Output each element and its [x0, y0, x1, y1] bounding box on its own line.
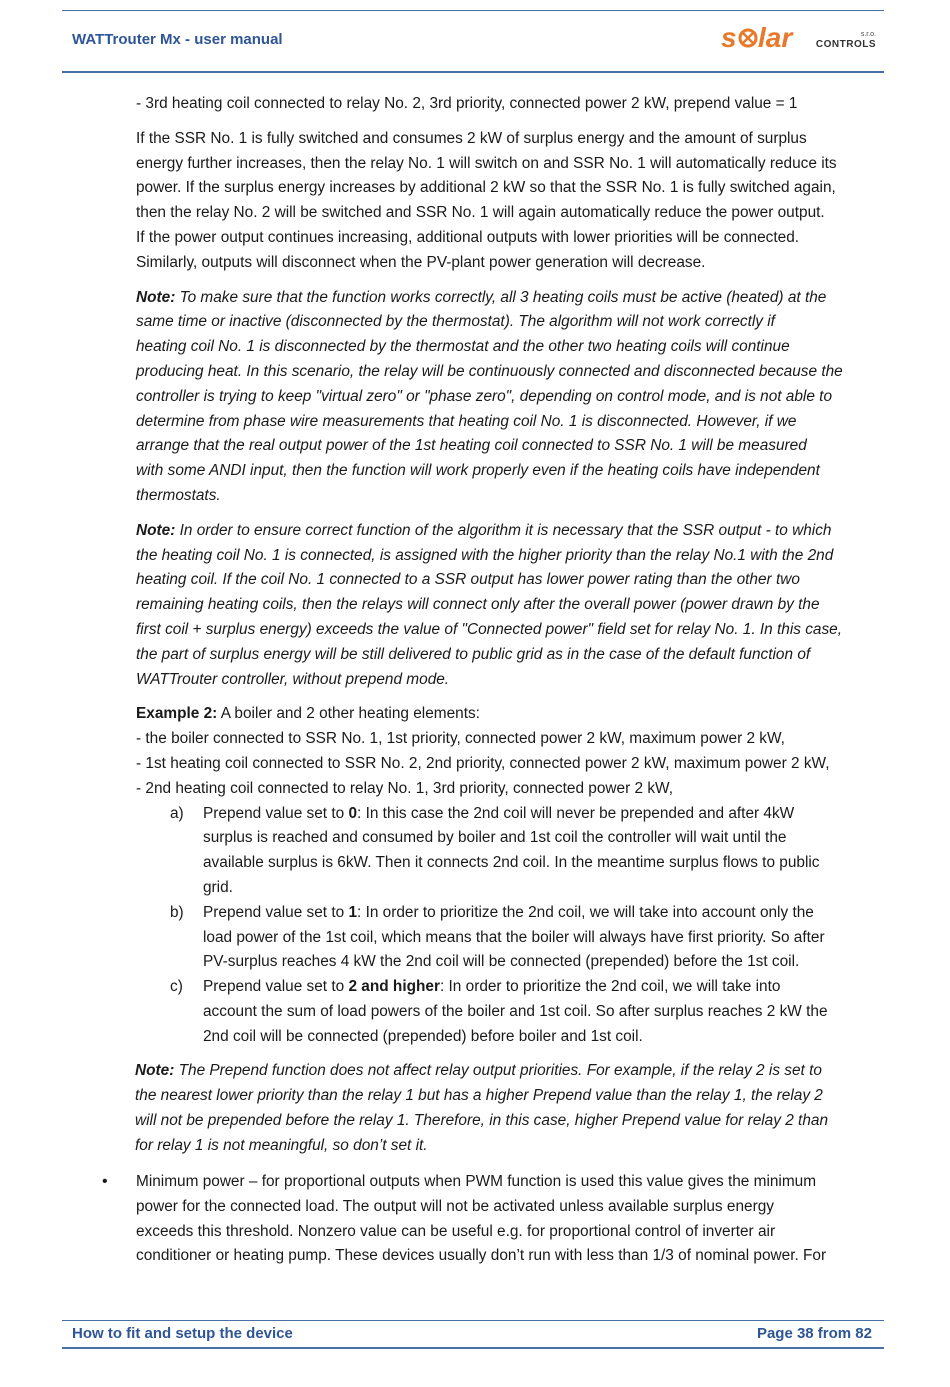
bullet-line: power for the connected load. The output will not be activated unless available surplus energy [136, 1197, 774, 1215]
note-text-line: To make sure that the function works correctly, all 3 heating coils must be active (heated) at the [175, 288, 827, 306]
note-text-line: remaining heating coils, then the relays will connect only after the overall power (power drawn by the [136, 596, 820, 614]
note-text-line: controller is trying to keep "virtual zero" or "phase zero", depending on control mode, and is not able to [136, 387, 833, 405]
bullet-line: exceeds this threshold. Nonzero value can be useful e.g. for proportional control of inverter air [136, 1222, 776, 1240]
document-title: WATTrouter Mx - user manual [72, 31, 283, 48]
prepend-value: 2 and higher [348, 978, 440, 996]
note-text-line: the nearest lower priority than the relay 1 but has a higher Prepend value than the relay 1, the relay 2 [135, 1087, 823, 1105]
note-2 [136, 519, 876, 693]
note-text-line: will not be prepended before the relay 1. Therefore, in this case, higher Prepend value for relay 2 than [135, 1112, 828, 1130]
note-text-line: the part of surplus energy will be still delivered to public grid as in the case of the default function of [136, 645, 811, 663]
note-text-line: The Prepend function does not affect relay output priorities. For example, if the relay 2 is set to [174, 1062, 822, 1080]
prepend-options-list [136, 802, 876, 1050]
item-text-line: : In order to prioritize the 2nd coil, we will take into [439, 978, 781, 996]
item-text-line: : In order to prioritize the 2nd coil, we will take into account only the [357, 903, 814, 921]
minimum-power-bullet [102, 1170, 876, 1269]
page-footer [62, 1320, 884, 1349]
example-line: - 1st heating coil connected to SSR No. 2, 2nd priority, connected power 2 kW, maximum power 2 kW, [136, 754, 830, 772]
page-body [136, 92, 876, 1169]
note-text-line: thermostats. [136, 486, 221, 504]
note-text-line: with some ANDI input, then the function will work properly even if the heating coils have independent [136, 462, 820, 480]
example-2 [136, 702, 876, 1049]
item-prefix: Prepend value set to [203, 804, 349, 822]
note-text-line: heating coil. If the coil No. 1 connected to a SSR output has lower power rating than the other two [136, 571, 800, 589]
paragraph-line: If the power output continues increasing, additional outputs with lower priorities will be connected. [136, 228, 800, 246]
spec-line: - 3rd heating coil connected to relay No. 2, 3rd priority, connected power 2 kW, prepend value = 1 [136, 95, 798, 112]
solar-controls-logo [721, 25, 876, 51]
item-text-line: PV-surplus reaches 4 kW the 2nd coil will be connected (prepended) before the 1st coil. [203, 953, 800, 971]
solar-logo-icon [721, 25, 813, 51]
item-text-line: available surplus is 6kW. Then it connects 2nd coil. In the meantime surplus flows to public [203, 854, 820, 872]
logo-controls: CONTROLS [815, 39, 876, 50]
note-3 [135, 1059, 876, 1158]
note-text-line: heating coil No. 1 is disconnected by the thermostat and the other two heating coils will continue [136, 338, 790, 356]
note-text-line: producing heat. In this scenario, the relay will be continuously connected and disconnected because the [136, 362, 843, 380]
prepend-value: 1 [348, 903, 358, 921]
page-number: Page 38 from 82 [756, 1325, 872, 1342]
paragraph-line: If the SSR No. 1 is fully switched and consumes 2 kW of surplus energy and the amount of surplus [136, 129, 807, 147]
example-label: Example 2: [136, 705, 218, 723]
logo-sro: s.r.o. [860, 31, 876, 38]
note-text-line: arrange that the real output power of the 1st heating coil connected to SSR No. 1 will be measured [136, 437, 807, 455]
page-header [62, 10, 884, 73]
list-item [136, 901, 876, 975]
svg-text:lar: lar [757, 25, 793, 51]
item-text-line: grid. [203, 878, 233, 896]
note-text-line: WATTrouter controller, without prepend mode. [136, 670, 450, 688]
paragraph-surplus [136, 127, 876, 276]
list-item [136, 802, 876, 901]
paragraph-line: Similarly, outputs will disconnect when the PV-plant power generation will decrease. [136, 253, 706, 271]
example-line: - the boiler connected to SSR No. 1, 1st priority, connected power 2 kW, maximum power 2 kW, [136, 730, 785, 748]
paragraph-line: power. If the surplus energy increases by additional 2 kW so that the SSR No. 1 is fully switched again, [136, 179, 836, 197]
note-label: Note: [136, 288, 176, 306]
list-marker: c) [170, 978, 183, 996]
bullet-icon: • [102, 1173, 108, 1190]
note-text-line: same time or inactive (disconnected by the thermostat). The algorithm will not work correctly if [136, 313, 775, 331]
list-item [136, 975, 876, 1049]
item-text-line: 2nd coil will be connected (prepended) before boiler and 1st coil. [203, 1027, 643, 1045]
example-intro: A boiler and 2 other heating elements: [217, 705, 480, 723]
item-text-line: : In this case the 2nd coil will never be prepended and after 4kW [357, 804, 795, 822]
list-marker: b) [170, 903, 184, 921]
paragraph-line: then the relay No. 2 will be switched and SSR No. 1 will again automatically reduce the power output. [136, 204, 825, 222]
note-label: Note: [136, 521, 176, 539]
item-text-line: load power of the 1st coil, which means that the boiler will always have first priority. So after [203, 928, 825, 946]
note-text-line: first coil + surplus energy) exceeds the value of "Connected power" field set for relay No. 1. In this case, [136, 620, 842, 638]
note-text-line: In order to ensure correct function of the algorithm it is necessary that the SSR output - to which [175, 521, 832, 539]
list-marker: a) [170, 804, 184, 822]
note-label: Note: [135, 1062, 175, 1080]
note-text-line: for relay 1 is not meaningful, so don’t set it. [135, 1136, 428, 1154]
bullet-line: conditioner or heating pump. These devices usually don’t run with less than 1/3 of nominal power. For [136, 1247, 827, 1265]
example-line: - 2nd heating coil connected to relay No. 1, 3rd priority, connected power 2 kW, [136, 779, 673, 797]
note-text-line: the heating coil No. 1 is connected, is assigned with the higher priority than the relay No.1 with the 2nd [136, 546, 834, 564]
item-prefix: Prepend value set to [203, 903, 349, 921]
note-1 [136, 286, 876, 509]
item-text-line: account the sum of load powers of the boiler and 1st coil. So after surplus reaches 2 kW the [203, 1002, 828, 1020]
bullet-line: Minimum power – for proportional outputs when PWM function is used this value gives the minimum [136, 1173, 817, 1190]
note-text-line: determine from phase wire measurements that heating coil No. 1 is disconnected. However, if we [136, 412, 797, 430]
item-prefix: Prepend value set to [203, 978, 349, 996]
svg-text:s: s [720, 25, 737, 51]
paragraph-line: energy further increases, then the relay No. 1 will switch on and SSR No. 1 will automatically reduce its [136, 154, 837, 172]
prepend-value: 0 [348, 804, 358, 822]
section-name: How to fit and setup the device [72, 1325, 293, 1342]
item-text-line: surplus is reached and consumed by boiler and 1st coil the controller will wait until the [203, 829, 787, 847]
